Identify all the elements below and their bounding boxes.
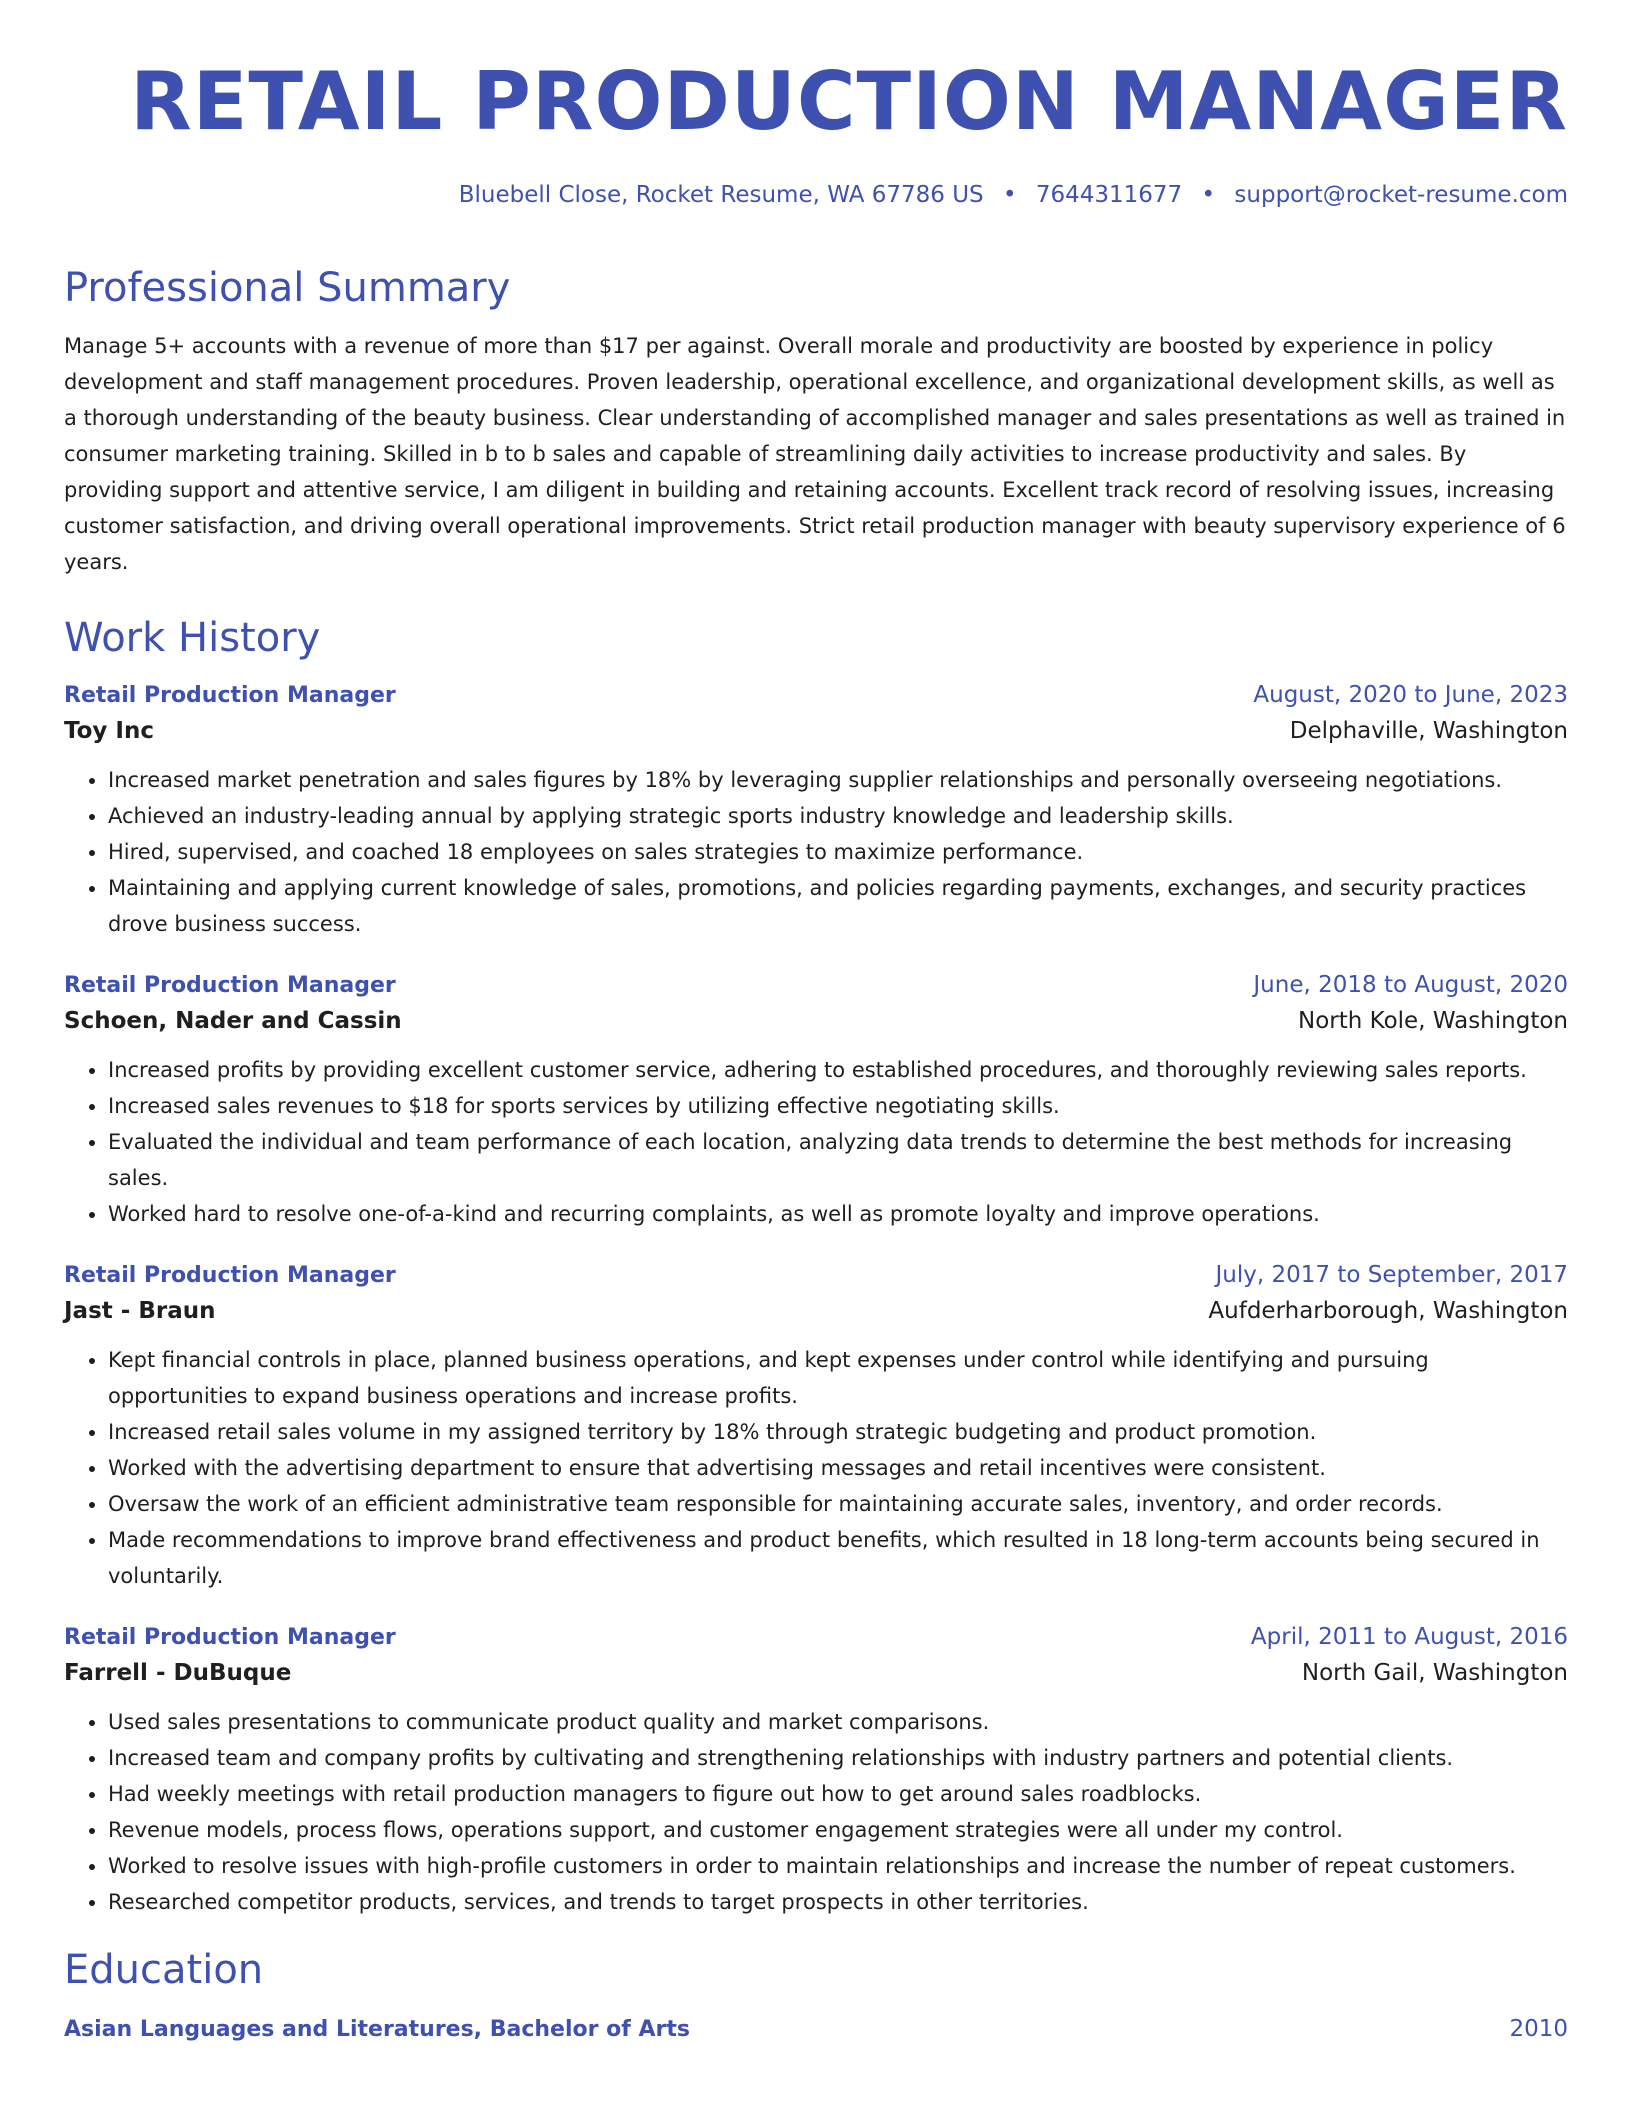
education-year: 2010 [1509,2016,1568,2042]
job-bullet: • Used sales presentations to communicate product quality and market comparisons. [108,1704,1568,1740]
contact-separator: • [1201,182,1216,208]
job-company-row [64,1298,1568,1324]
contact-line [64,182,1568,208]
job-header-row [64,972,1568,998]
job-location: North Kole, Washington [1298,1008,1568,1034]
job-bullets [64,762,1568,942]
job-bullet: • Increased sales revenues to $18 for sports services by utilizing effective negotiating skills. [108,1088,1568,1124]
job-title: Retail Production Manager [64,683,396,708]
job-title: Retail Production Manager [64,1263,396,1288]
job-company: Farrell - DuBuque [64,1660,292,1686]
job-entry [64,682,1568,942]
job-bullets [64,1342,1568,1594]
contact-separator: • [1002,182,1017,208]
job-bullet: • Increased team and company profits by cultivating and strengthening relationships with industry partners and potential clients. [108,1740,1568,1776]
job-bullet: • Increased profits by providing excellent customer service, adhering to established procedures, and thoroughly reviewing sales reports. [108,1052,1568,1088]
resume-name: RETAIL PRODUCTION MANAGER [130,55,1568,148]
job-location: Delphaville, Washington [1289,718,1568,744]
job-bullet: • Oversaw the work of an efficient administrative team responsible for maintaining accurate sales, inventory, and order records. [108,1486,1568,1522]
contact-phone[interactable]: 7644311677 [1035,182,1183,208]
job-title: Retail Production Manager [64,1625,396,1650]
job-bullet: • Hired, supervised, and coached 18 employees on sales strategies to maximize performance. [108,834,1568,870]
job-bullet: • Increased market penetration and sales figures by 18% by leveraging supplier relationships and personally overseeing negotiations. [108,762,1568,798]
job-bullet: • Researched competitor products, services, and trends to target prospects in other territories. [108,1884,1568,1920]
summary-heading: Professional Summary [64,265,511,311]
job-dates: June, 2018 to August, 2020 [1253,972,1568,998]
job-header-row [64,682,1568,708]
job-title: Retail Production Manager [64,973,396,998]
contact-address: Bluebell Close, Rocket Resume, WA 67786 US [458,182,984,208]
contact-email[interactable]: support@rocket-resume.com [1234,182,1568,208]
job-bullets [64,1052,1568,1232]
education-degree: Asian Languages and Literatures, Bachelor of Arts [64,2017,690,2042]
job-bullet: • Worked to resolve issues with high-profile customers in order to maintain relationships and increase the number of repeat customers. [108,1848,1568,1884]
job-company: Jast - Braun [64,1298,216,1324]
job-bullet: • Achieved an industry-leading annual by applying strategic sports industry knowledge and leadership skills. [108,798,1568,834]
job-company: Schoen, Nader and Cassin [64,1008,402,1034]
job-dates: July, 2017 to September, 2017 [1215,1262,1568,1288]
job-entry [64,1624,1568,1920]
job-bullet: • Evaluated the individual and team performance of each location, analyzing data trends to determine the best methods for increasing sales. [108,1124,1568,1196]
job-company-row [64,1008,1568,1034]
job-location: Aufderharborough, Washington [1208,1298,1568,1324]
job-company-row [64,718,1568,744]
job-bullet: • Increased retail sales volume in my assigned territory by 18% through strategic budgeting and product promotion. [108,1414,1568,1450]
job-entry [64,1262,1568,1594]
job-bullet: • Revenue models, process flows, operations support, and customer engagement strategies were all under my control. [108,1812,1568,1848]
job-bullet: • Worked with the advertising department to ensure that advertising messages and retail incentives were consistent. [108,1450,1568,1486]
job-header-row [64,1262,1568,1288]
job-entry [64,972,1568,1232]
job-bullet: • Maintaining and applying current knowledge of sales, promotions, and policies regarding payments, exchanges, and security practices drove business success. [108,870,1568,942]
job-bullet: • Worked hard to resolve one-of-a-kind and recurring complaints, as well as promote loyalty and improve operations. [108,1196,1568,1232]
job-bullet: • Had weekly meetings with retail production managers to figure out how to get around sales roadblocks. [108,1776,1568,1812]
education-row [64,2016,1568,2042]
job-header-row [64,1624,1568,1650]
job-dates: August, 2020 to June, 2023 [1253,682,1568,708]
job-bullets [64,1704,1568,1920]
job-location: North Gail, Washington [1301,1660,1568,1686]
job-company: Toy Inc [64,718,155,744]
education-heading: Education [64,1947,264,1993]
summary-text: Manage 5+ accounts with a revenue of more than $17 per against. Overall morale and productivity are boosted by experience in policy development and staff management procedures. Proven leadership, operational excellence, and organizational development skills, as well as a thorough understanding of the beauty business. Clear understanding of accomplished manager and sales presentations as well as trained in consumer marketing training. Skilled in b to b sales and capable of streamlining daily activities to increase productivity and sales. By providing support and attentive service, I am diligent in building and retaining accounts. Excellent track record of resolving issues, increasing customer satisfaction, and driving overall operational improvements. Strict retail production manager with beauty supervisory experience of 6 years. [64,334,1566,574]
work-history-heading: Work History [64,615,321,661]
resume-page [64,0,1568,2042]
job-bullet: • Kept financial controls in place, planned business operations, and kept expenses under control while identifying and pursuing opportunities to expand business operations and increase profits. [108,1342,1568,1414]
job-bullet: • Made recommendations to improve brand effectiveness and product benefits, which resulted in 18 long-term accounts being secured in voluntarily. [108,1522,1568,1594]
job-company-row [64,1660,1568,1686]
job-dates: April, 2011 to August, 2016 [1250,1624,1568,1650]
